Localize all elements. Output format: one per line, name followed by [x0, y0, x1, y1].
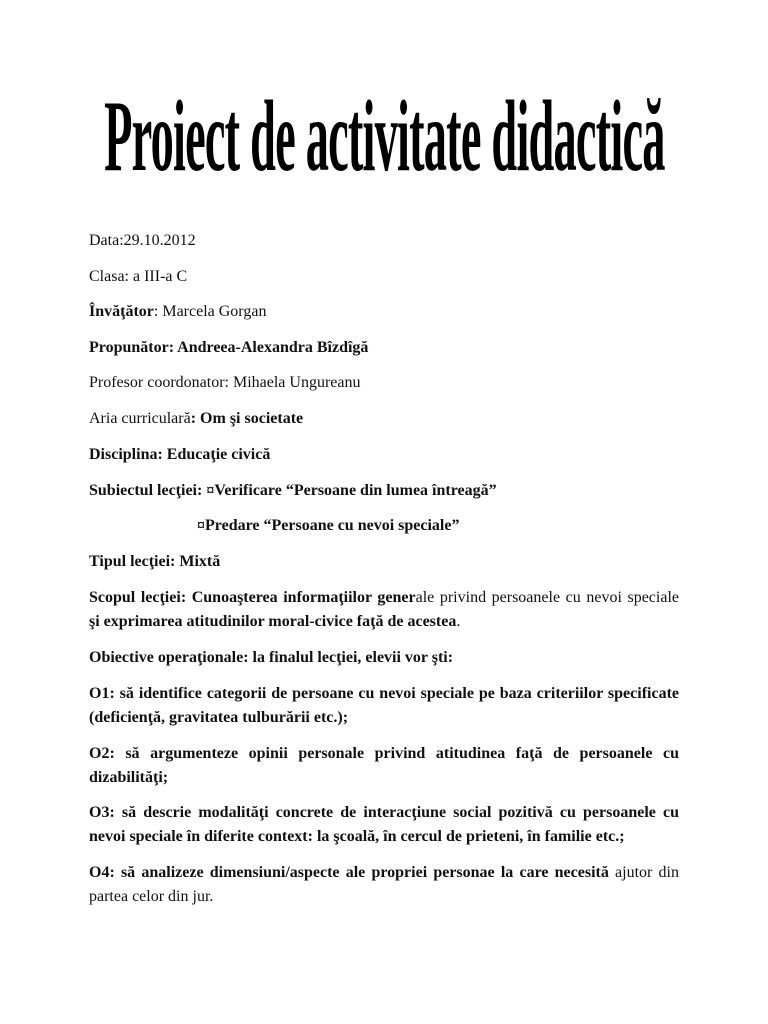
lesson-type-line: Tipul lecţiei: Mixtă [89, 553, 221, 570]
purpose-text-1: : Cunoaşterea informaţiilor gener [180, 589, 416, 606]
purpose-text-4: exprimarea atitudinilor moral-civice faţă de acestea [99, 613, 457, 630]
document-title: Proiect de activitate didactică [103, 79, 665, 193]
objective-o3: O3: să descrie modalităţi concrete de interacţiune social pozitivă cu persoanele cu nevoi speciale în diferite context: la şcoală, în cercul de prieteni, în familie etc.; [89, 804, 679, 845]
purpose-text-2: ale privind persoanele cu nevoi speciale [415, 589, 679, 606]
curricular-area-value: : Om şi societate [190, 410, 304, 427]
subject-line [89, 479, 679, 503]
proposer-line [89, 336, 679, 360]
class-line: Clasa: a III-a C [89, 268, 188, 285]
subject-verification: : ¤Verificare “Persoane din lumea întreagă” [196, 482, 497, 499]
teacher-line [89, 300, 679, 324]
subject-teaching-line: ¤Predare “Persoane cu nevoi speciale” [197, 517, 460, 534]
lesson-purpose-paragraph [89, 586, 679, 634]
document-title-container [0, 79, 768, 196]
objective-o2: O2: să argumenteze opinii personale privind atitudinea faţă de persoanele cu dizabilităţi; [89, 745, 679, 786]
date-line: Data:29.10.2012 [89, 232, 196, 249]
discipline-line: Disciplina: Educaţie civică [89, 446, 271, 463]
teacher-label: Învăţător [89, 303, 154, 320]
proposer-value: : Andreea-Alexandra Bîzdîgă [168, 339, 369, 356]
objective-o1: O1: să identifice categorii de persoane cu nevoi speciale pe baza criteriilor specificate (deficienţă, gravitatea tulburării etc.); [89, 685, 679, 726]
curricular-area-label: Aria curriculară [89, 410, 191, 427]
coordinator-line: Profesor coordonator: Mihaela Ungureanu [89, 374, 361, 391]
objective-o4-bold: O4: să analizeze dimensiuni/aspecte ale propriei personae la care necesită [89, 864, 609, 881]
proposer-label: Propunător [89, 339, 169, 356]
objective-o4-rest: ajutor din partea celor din jur. [89, 864, 680, 905]
purpose-label: Scopul lecţiei [89, 589, 181, 606]
subject-label: Subiectul lecţiei [89, 482, 197, 499]
purpose-text-3: şi [89, 613, 100, 630]
objective-o4 [89, 861, 679, 909]
teacher-value: : Marcela Gorgan [153, 303, 267, 320]
objectives-intro-line: Obiective operaţionale: la finalul lecţiei, elevii vor şti: [89, 649, 454, 666]
purpose-text-5: . [456, 613, 461, 630]
curricular-area-line [89, 407, 679, 431]
